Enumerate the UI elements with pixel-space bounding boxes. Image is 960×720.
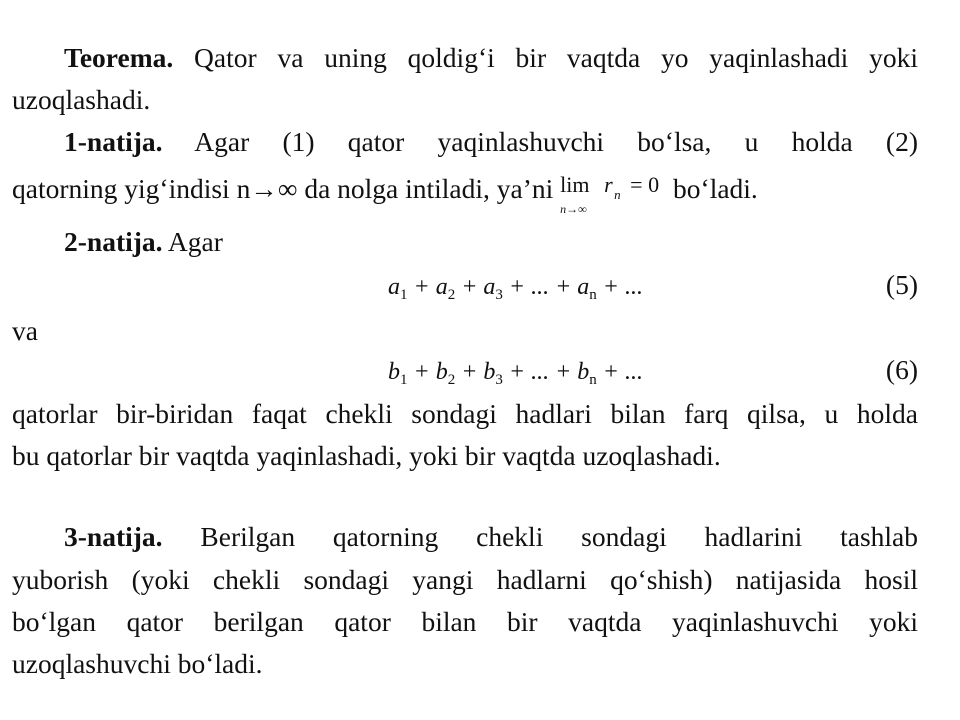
natija2-va: va [12, 315, 38, 346]
natija1-line-2 [12, 168, 758, 216]
teorema-line-1 [64, 41, 918, 75]
natija1-text-2c: bo‘ladi. [673, 173, 758, 204]
natija2-agar: Agar [167, 226, 223, 257]
natija2-line-1 [64, 225, 223, 259]
limit-equals-zero: = 0 [630, 172, 660, 197]
limit-r: r [604, 172, 613, 197]
limit-formula [560, 168, 666, 216]
natija3-line-4: uzoqlashuvchi bo‘ladi. [12, 648, 263, 679]
natija3-text-1: Berilgan qatorning chekli sondagi hadlarini tashlab [200, 521, 919, 552]
natija2-label: 2-natija. [64, 226, 163, 257]
limit-r-subscript: n [614, 187, 621, 202]
teorema-text-1: Qator va uning qoldig‘i bir vaqtda yo yaqinlashadi yoki [194, 42, 918, 73]
teorema-line-2: uzoqlashadi. [12, 84, 151, 115]
equation-6-number: (6) [885, 354, 918, 385]
natija3-line-1 [64, 520, 918, 554]
natija2-line-3: bu qatorlar bir vaqtda yaqinlashadi, yoki bir vaqtda uzoqlashadi. [12, 440, 721, 471]
natija1-text-2a: qatorning yig‘indisi n [12, 173, 251, 204]
natija1-label: 1-natija. [64, 126, 163, 157]
natija1-line-1 [64, 125, 918, 159]
limit-under: n→∞ [560, 202, 587, 216]
equation-5: $a_1 + a_2 + a_3$ + ... + $a_n$ + ... [388, 274, 643, 303]
natija2-line-2: qatorlar bir-biridan faqat chekli sondagi hadlari bilan farq qilsa, u holda [12, 398, 918, 429]
natija1-text-1: Agar (1) qator yaqinlashuvchi bo‘lsa, u holda (2) [194, 126, 919, 157]
equation-5-number: (5) [885, 269, 918, 300]
equation-6: $b_1 + b_2 + b_3$ + ... + $b_n$ + ... [388, 359, 643, 388]
natija3-line-2: yuborish (yoki chekli sondagi yangi hadlarni qo‘shish) natijasida hosil [12, 564, 918, 595]
natija3-label: 3-natija. [64, 521, 163, 552]
natija1-text-2b: da nolga intiladi, ya’ni [297, 173, 554, 204]
natija3-line-3: bo‘lgan qator berilgan qator bilan bir vaqtda yaqinlashuvchi yoki [12, 606, 918, 637]
limit-word: lim [560, 172, 590, 197]
teorema-label: Teorema. [64, 42, 174, 73]
arrow-infinity-symbol: →∞ [250, 173, 298, 204]
